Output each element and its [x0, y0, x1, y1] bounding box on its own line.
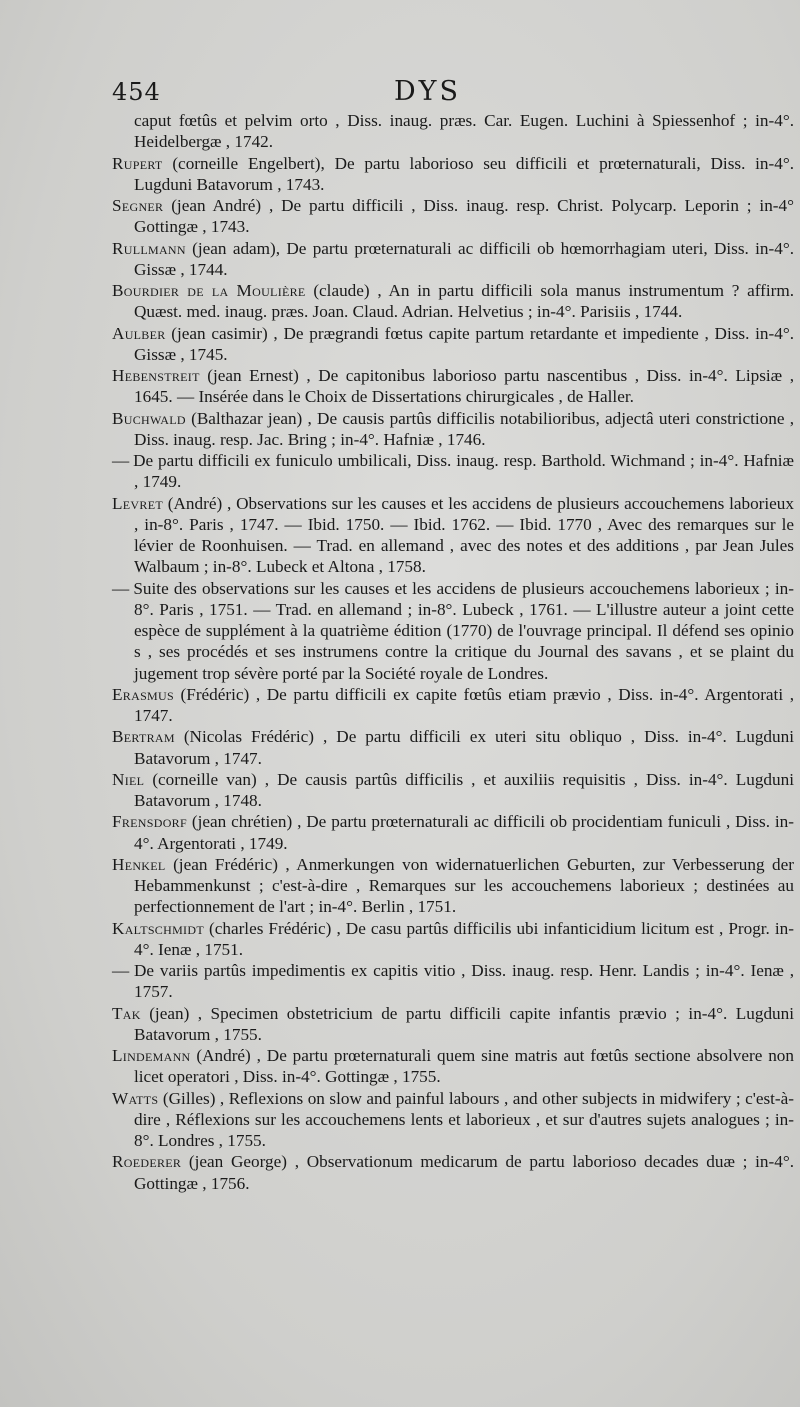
- entry-author: Hebenstreit: [112, 366, 200, 385]
- bibliography-entry: [112, 726, 794, 769]
- entry-text: (jean George) , Observationum medicarum de partu laborioso decades duæ ; in-4°. Gottingæ , 1756.: [134, 1152, 794, 1193]
- entry-text: (corneille Engelbert), De partu laborioso seu difficili et prœternaturali, Diss. in-4°. Lugduni Batavorum , 1743.: [134, 153, 794, 194]
- page-number: 454: [112, 78, 161, 106]
- bibliography-entry: [112, 1045, 794, 1088]
- entry-author: Roederer: [112, 1152, 182, 1172]
- entry-author: Segner: [112, 196, 164, 215]
- entry-text: (Nicolas Frédéric) , De partu difficili ex uteri situ obliquo , Diss. in-4°. Lugduni Batavorum , 1747.: [134, 727, 794, 768]
- book-page: [112, 72, 800, 1402]
- entry-text: (jean casimir) , De prægrandi fœtus capite partum retardante et impediente , Diss. in-4°. Gissæ , 1745.: [134, 323, 794, 364]
- bibliography-entry: [112, 493, 794, 578]
- entry-text: Suite des observations sur les causes et les accidens de plusieurs accouchemens laborieux ; in-8°. Paris , 1751. — Trad. en allemand ; in-8°. Lubeck , 1761. — L'illustre auteur a joint cette espèce de supplément à la quatrième édition (1770) de l'ouvrage principal. Il défend ses opinio s , ses procédés et ses instrumens contre la critique du Journal des savans , et se plaint du jugement trop sévère porté par la Société royale de Londres.: [128, 578, 794, 683]
- entry-text: (jean André) , De partu difficili , Diss. inaug. resp. Christ. Polycarp. Leporin ; in-4° Gottingæ , 1743.: [134, 196, 794, 237]
- bibliography-entry: [112, 153, 794, 196]
- entry-author: Aulber: [112, 323, 166, 343]
- bibliography-entry: [112, 918, 794, 961]
- entry-author: Buchwald: [112, 408, 186, 428]
- entry-text: (jean) , Specimen obstetricium de partu difficili capite infantis prævio ; in-4°. Lugduni Batavorum , 1755.: [134, 1003, 794, 1044]
- entry-author: Tak: [112, 1003, 141, 1023]
- entry-text: (André) , De partu prœternaturali quem sine matris aut fœtûs sectione absolvere non licet operatori , Diss. in-4°. Gottingæ , 1755.: [134, 1046, 794, 1087]
- entry-author: Kaltschmidt: [112, 918, 204, 938]
- entry-text: (Frédéric) , De partu difficili ex capite fœtûs etiam prævio , Diss. in-4°. Argentorati , 1747.: [134, 684, 794, 725]
- entry-author: Levret: [112, 493, 163, 513]
- entry-text: (corneille van) , De causis partûs difficilis , et auxiliis requisitis , Diss. in-4°. Lugduni Batavorum , 1748.: [134, 769, 794, 810]
- bibliography-entry: [112, 1151, 794, 1194]
- entry-author: Erasmus: [112, 684, 174, 704]
- bibliography-entry: [112, 323, 794, 366]
- page-header: [112, 72, 794, 110]
- bibliography-entry: [112, 450, 794, 493]
- entry-author: Frensdorf: [112, 812, 187, 832]
- bibliography-entry: [112, 1088, 794, 1152]
- entry-text: (jean Ernest) , De capitonibus laborioso partu nascentibus , Diss. in-4°. Lipsiæ , 1645. — Insérée dans le Choix de Dissertations chirurgicales , de Haller.: [134, 366, 794, 407]
- entry-text: (jean Frédéric) , Anmerkungen von widernatuerlichen Geburten, zur Verbesserung der Hebammenkunst ; c'est-à-dire , Remarques sur les accouchemens laborieux ; destinées au perfectionnement de l'art ; in-4°. Berlin , 1751.: [134, 854, 794, 917]
- entry-text: (jean adam), De partu prœternaturali ac difficili ob hœmorrhagiam uteri, Diss. in-4°. Gissæ , 1744.: [134, 238, 794, 279]
- entry-text: De variis partûs impedimentis ex capitis vitio , Diss. inaug. resp. Henr. Landis ; in-4°. Ienæ , 1757.: [128, 961, 794, 1002]
- bibliography-entry: [112, 960, 794, 1003]
- entry-author: Rupert: [112, 153, 163, 173]
- bibliography-entry: [112, 365, 794, 408]
- entry-text: (Gilles) , Reflexions on slow and painful labours , and other subjects in midwifery ; c'est-à-dire , Réflexions sur les accouchemens lents et laborieux , et sur d'autres sujets analogues ; in-8°. Londres , 1755.: [134, 1088, 794, 1150]
- bibliography-entry: [112, 578, 794, 684]
- entry-author: —: [112, 451, 129, 470]
- entry-author: Rullmann: [112, 238, 186, 258]
- entry-text: (jean chrétien) , De partu prœternaturali ac difficili ob procidentiam funiculi , Diss. in-4°. Argentorati , 1749.: [134, 812, 794, 853]
- bibliography-entry: [112, 195, 794, 238]
- entry-text: caput fœtûs et pelvim orto , Diss. inaug. præs. Car. Eugen. Luchini à Spiessenhof ; in-4°. Heidelbergæ , 1742.: [134, 111, 794, 152]
- bibliography-entries: [112, 110, 794, 1194]
- entry-author: —: [112, 961, 129, 980]
- entry-author: Niel: [112, 769, 145, 789]
- entry-text: (claude) , An in partu difficili sola manus instrumentum ? affirm. Quæst. med. inaug. præs. Joan. Claud. Adrian. Helvetius ; in-4°. Parisiis , 1744.: [134, 281, 795, 322]
- bibliography-entry: [112, 280, 794, 323]
- entry-text: (Balthazar jean) , De causis partûs difficilis notabilioribus, adjectâ uteri constrictione , Diss. inaug. resp. Jac. Bring ; in-4°. Hafniæ , 1746.: [134, 408, 794, 449]
- entry-author: Watts: [112, 1088, 159, 1108]
- running-title: DYS: [394, 76, 461, 107]
- entry-text: (André) , Observations sur les causes et les accidens de plusieurs accouchemens laborieux , in-8°. Paris , 1747. — Ibid. 1750. — Ibid. 1762. — Ibid. 1770 , Avec des remarques sur le lévier de Roonhuisen. — Trad. en allemand , avec des notes et des additions , par Jean Jules Walbaum ; in-8°. Lubeck et Altona , 1758.: [134, 493, 794, 577]
- bibliography-entry: [112, 1003, 794, 1046]
- entry-text: De partu difficili ex funiculo umbilicali, Diss. inaug. resp. Barthold. Wichmand ; in-4°. Hafniæ , 1749.: [128, 451, 794, 492]
- bibliography-entry: [112, 769, 794, 812]
- bibliography-entry: [112, 110, 794, 153]
- entry-author: Henkel: [112, 854, 166, 874]
- bibliography-entry: [112, 854, 794, 918]
- bibliography-entry: [112, 684, 794, 727]
- bibliography-entry: [112, 408, 794, 451]
- entry-author: Lindemann: [112, 1046, 191, 1065]
- bibliography-entry: [112, 238, 794, 281]
- entry-text: (charles Frédéric) , De casu partûs difficilis ubi infanticidium licitum est , Progr. in-4°. Ienæ , 1751.: [134, 918, 794, 959]
- entry-author: Bourdier de la Moulière: [112, 281, 306, 300]
- entry-author: —: [112, 578, 129, 598]
- entry-author: Bertram: [112, 727, 175, 747]
- bibliography-entry: [112, 811, 794, 854]
